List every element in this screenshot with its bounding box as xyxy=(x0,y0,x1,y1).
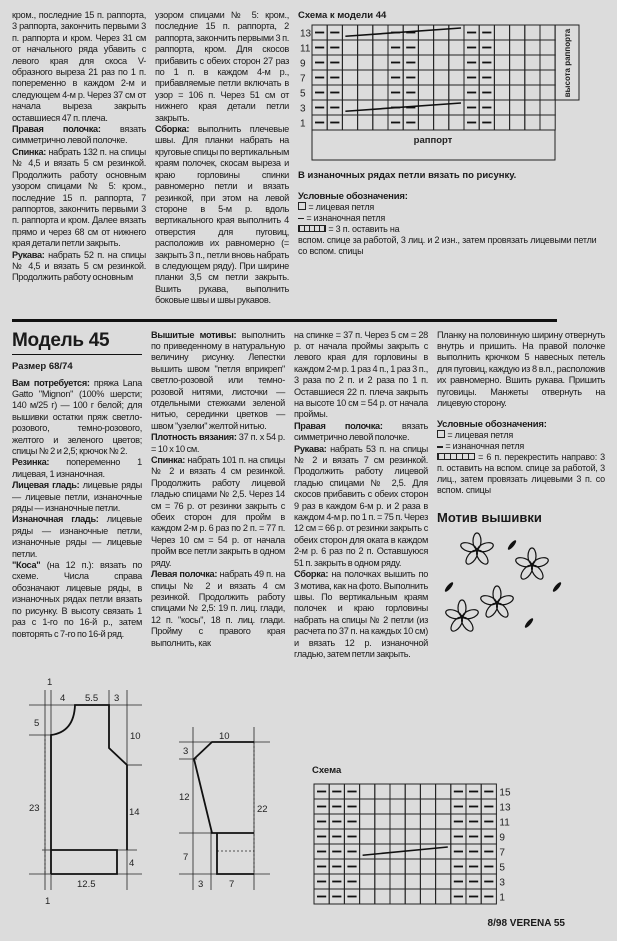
chart-cell xyxy=(373,115,388,130)
paragraph-label: Правая полочка: xyxy=(294,420,383,431)
legend-item: = лицевая петля xyxy=(308,202,375,212)
chart45-title: Схема xyxy=(312,765,342,777)
paragraph xyxy=(12,560,142,640)
paragraph xyxy=(12,124,146,147)
chart-cell xyxy=(436,874,451,889)
chart-cell xyxy=(525,85,540,100)
chart-cell xyxy=(525,25,540,40)
chart-cell xyxy=(358,85,373,100)
chart-cell xyxy=(449,100,464,115)
chart-cell xyxy=(420,784,435,799)
model-title: Модель 45 xyxy=(12,330,142,355)
chart-cell xyxy=(494,70,509,85)
chart-cell xyxy=(342,115,357,130)
model45-column-1-wrap xyxy=(12,330,142,640)
chart-cell xyxy=(449,55,464,70)
chart-cell xyxy=(436,814,451,829)
model45-column-2 xyxy=(151,330,285,649)
chart-cell xyxy=(358,70,373,85)
chart-cell xyxy=(360,859,375,874)
chart-cell xyxy=(360,814,375,829)
chart-cell xyxy=(420,844,435,859)
chart-cell xyxy=(405,784,420,799)
chart-cell xyxy=(494,85,509,100)
dim-label: 4 xyxy=(129,858,135,870)
leaf xyxy=(524,618,535,630)
row-label: 15 xyxy=(499,787,511,799)
chart-cell xyxy=(525,115,540,130)
dim-label: 1 xyxy=(45,896,51,908)
row-label: 13 xyxy=(499,802,511,814)
chart-cell xyxy=(373,70,388,85)
chart-cell xyxy=(375,859,390,874)
knit-stitch-icon xyxy=(437,430,445,438)
paragraph-label: Сборка: xyxy=(294,569,329,580)
paragraph xyxy=(12,378,142,458)
chart-cell xyxy=(510,55,525,70)
paragraph-label: Правая полочка: xyxy=(12,124,101,135)
chart-cell xyxy=(420,799,435,814)
chart-cell xyxy=(434,100,449,115)
chart-cell xyxy=(375,829,390,844)
legend-item: = лицевая петля xyxy=(447,430,514,441)
dim-label: 7 xyxy=(229,879,235,891)
chart-cell xyxy=(360,889,375,904)
knit-stitch-icon xyxy=(298,202,306,210)
chart-cell xyxy=(390,859,405,874)
row-label: 11 xyxy=(300,43,311,55)
row-label: 9 xyxy=(300,58,306,70)
chart-cell xyxy=(449,70,464,85)
paragraph xyxy=(12,250,146,284)
paragraph xyxy=(294,421,428,444)
row-label: 13 xyxy=(300,28,312,40)
model45-section xyxy=(12,330,605,661)
paragraph xyxy=(437,330,605,410)
legend-item: = 3 п. оставить на xyxy=(328,224,400,234)
row-label: 11 xyxy=(499,817,510,829)
chart-cell xyxy=(510,70,525,85)
leaf xyxy=(507,540,518,552)
chart-cell xyxy=(418,25,433,40)
dim-label: 14 xyxy=(129,807,140,819)
chart-cell xyxy=(494,55,509,70)
paragraph-label: Сборка: xyxy=(155,124,190,135)
chart-cell xyxy=(342,25,357,40)
paragraph-label: Изнаночная гладь: xyxy=(12,514,99,525)
purl-stitch-icon xyxy=(437,446,443,448)
chart44-panel xyxy=(298,10,605,257)
flower-center xyxy=(495,601,499,605)
paragraph xyxy=(155,10,289,124)
chart-cell xyxy=(375,799,390,814)
chart-cell xyxy=(418,40,433,55)
legend-title: Условные обозначения: xyxy=(437,419,547,431)
chart-cell xyxy=(373,85,388,100)
paragraph-label: Рукава: xyxy=(12,249,45,260)
legend-item: = 6 п. перекрестить направо: 3 п. оставить на вспом. спице за работой, 3 лиц., затем провязать лицевыми 3 п. со вспом. спицы xyxy=(437,452,605,496)
section-divider xyxy=(12,319,557,322)
chart-cell xyxy=(360,784,375,799)
top-section xyxy=(12,10,605,307)
paragraph xyxy=(12,10,146,124)
paragraph-text: кром., последние 15 п. раппорта, 3 раппорта, закончить первыми 3 п. раппорта и кром. Через 31 см от начального ряда убавить с левого края для скоса V-образного выреза 21 раз по 1 п. попеременно в каждом 2-м и следующем 4-м р. Через 37 см от начала выреза закрыть оставшиеся 47 п. плеча. xyxy=(12,10,146,123)
paragraph-text: выполнить плечевые швы. Для планки набрать на круговые спицы по вертикальным краям полочек, скосам выреза и краю горловины спинки равномерно петли и вязать резинкой, при этом на левой стороне в 5-м р. вдоль вертикального края выполнить 4 отверстия для пуговиц, расположив их равномерно (= закрыть 3 п., петли вновь набрать в следующем ряду). При ширине планки 3,5 см петли закрыть. Вшить рукава, выполнить боковые швы и швы рукавов. xyxy=(155,124,289,306)
chart-cell xyxy=(405,799,420,814)
chart-cell xyxy=(405,889,420,904)
chart-cell xyxy=(375,874,390,889)
flower-center xyxy=(475,548,479,552)
chart-cell xyxy=(510,40,525,55)
chart-cell xyxy=(390,814,405,829)
chart-cell xyxy=(540,115,555,130)
chart-cell xyxy=(510,85,525,100)
paragraph-label: Спинка: xyxy=(151,455,186,466)
top-text-column-1 xyxy=(12,10,146,284)
paragraph xyxy=(294,444,428,569)
dim-label: 5.5 xyxy=(85,693,99,705)
chart-cell xyxy=(358,100,373,115)
paragraph xyxy=(151,455,285,569)
paragraph xyxy=(12,457,142,480)
chart-cell xyxy=(373,100,388,115)
chart-cell xyxy=(540,25,555,40)
paragraph-text: лицевые ряды — изнаночные петли, изнаночные ряды — лицевые петли. xyxy=(12,514,143,559)
chart-cell xyxy=(405,814,420,829)
chart-cell xyxy=(420,874,435,889)
paragraph-label: Спинка: xyxy=(12,146,47,157)
chart-cell xyxy=(360,844,375,859)
dim-label: 12 xyxy=(179,792,190,804)
garment-patterns xyxy=(12,670,302,910)
chart-cell xyxy=(358,40,373,55)
paragraph-text: попеременно 1 лицевая, 1 изнаночная. xyxy=(12,457,142,479)
dim-label: 1 xyxy=(47,677,53,689)
row-label: 7 xyxy=(499,847,505,859)
chart-cell xyxy=(360,799,375,814)
chart-cell xyxy=(375,814,390,829)
chart44-title: Схема к модели 44 xyxy=(298,10,387,21)
paragraph-text: набрать 132 п. на спицы № 4,5 и вязать 5 см резинкой. Продолжить работу основным узором спицами № 5: кром., последние 15 п. раппорта, 7 раппортов, закончить первыми 3 п. раппорта и кром. Далее вязать прямо и через 68 см от нижнего края детали петли закрыть. xyxy=(12,146,146,249)
paragraph-text: набрать 52 п. на спицы № 4,5 и вязать 5 см резинкой. Продолжить работу основным xyxy=(12,249,146,283)
chart-cell xyxy=(342,55,357,70)
chart-cell xyxy=(540,40,555,55)
paragraph-text: Планку на половинную ширину отвернуть внутрь и пришить. На правой полочке выполнить крючком 5 навесных петель для пуговиц, каждую из 8 в.п., расположив их равномерно. Вшить рукава. Пришить пуговицы. Манжеты отвернуть на лицевую сторону. xyxy=(437,329,605,408)
chart-cell xyxy=(434,115,449,130)
chart-cell xyxy=(494,25,509,40)
purl-stitch-icon xyxy=(298,218,304,220)
row-label: 1 xyxy=(499,892,505,904)
model45-column-3 xyxy=(294,330,428,661)
chart-cell xyxy=(420,814,435,829)
chart-cell xyxy=(434,70,449,85)
chart-cell xyxy=(390,784,405,799)
top-legend xyxy=(298,191,605,257)
chart-cell xyxy=(418,85,433,100)
chart-cell xyxy=(525,55,540,70)
paragraph-text: лицевые ряды — лицевые петли, изнаночные ряды — изнаночные петли. xyxy=(12,480,142,514)
chart-cell xyxy=(436,859,451,874)
dim-label: 3 xyxy=(183,746,189,758)
chart-cell xyxy=(436,889,451,904)
dim-label: 3 xyxy=(198,879,204,891)
paragraph xyxy=(12,480,142,514)
chart-cell xyxy=(540,100,555,115)
model45-column-4 xyxy=(437,330,605,410)
chart-cell xyxy=(342,85,357,100)
chart-cell xyxy=(373,40,388,55)
chart-cell xyxy=(358,55,373,70)
paragraph-label: Резинка: xyxy=(12,457,50,468)
row-label: 3 xyxy=(499,877,505,889)
top-legend-continuation: вспом. спице за работой, 3 лиц. и 2 изн., затем провязать лицевыми петли со вспом. спицы xyxy=(298,235,597,256)
chart-cell xyxy=(434,40,449,55)
paragraph-label: Рукава: xyxy=(294,443,327,454)
chart-cell xyxy=(375,889,390,904)
chart-cell xyxy=(510,100,525,115)
chart-cell xyxy=(358,25,373,40)
paragraph-text: на спинке = 37 п. Через 5 см = 28 р. от начала проймы закрыть с левого края для горловины в каждом 2-м р. 1 раз 4 п., 1 раз 3 п., 3 раза по 2 п. и 2 раза по 1 п. Оставшиеся 22 п. плеча закрыть на высоте 10 см = 54 р. от начала проймы. xyxy=(294,329,428,420)
paragraph-label: Вышитые мотивы: xyxy=(151,329,237,340)
chart-cell xyxy=(525,40,540,55)
dim-label: 12.5 xyxy=(77,879,96,891)
chart-cell xyxy=(375,784,390,799)
chart-cell xyxy=(373,25,388,40)
leaf xyxy=(552,582,563,594)
legend-title: Условные обозначения: xyxy=(298,191,408,202)
chart-cell xyxy=(449,40,464,55)
paragraph-text: набрать 101 п. на спицы № 2 и вязать 4 см резинкой. Продолжить работу лицевой гладью спицами № 2,5. Через 14 см = 76 р. от резинки закрыть с обеих сторон для пройм в каждом 2-м р. 6 раз по 2 п. = 77 п. Через 10 см = 54 р. от начала пройм все петли закрыть в одном ряду. xyxy=(151,455,285,568)
chart-cell xyxy=(373,55,388,70)
chart-cell xyxy=(436,799,451,814)
flower-center xyxy=(460,615,464,619)
chart-cell xyxy=(420,889,435,904)
paragraph-label: Левая полочка: xyxy=(151,569,218,580)
paragraph-text: вязать симметрично левой полочке. xyxy=(294,420,428,443)
chart-cell xyxy=(510,25,525,40)
dim-label: 10 xyxy=(130,731,141,743)
chart-cell xyxy=(420,859,435,874)
repeat-height-label: высота раппорта xyxy=(563,28,572,98)
chart-cell xyxy=(375,844,390,859)
page-footer: 8/98 VERENA 55 xyxy=(487,918,565,930)
paragraph-text: вязать симметрично левой полочке. xyxy=(12,124,146,146)
paragraph xyxy=(12,514,142,560)
paragraph-text: пряжа Lana Gatto "Mignon" (100% шерсти; 140 м/25 г) — 100 г белой; для вышивки остатки пряж светло-розового, темно-розового, желтого и зеленого цветов; спицы № 2 и 2,5; крючок № 2. xyxy=(12,377,142,456)
paragraph xyxy=(155,124,289,307)
chart-cell xyxy=(434,55,449,70)
chart-cell xyxy=(434,85,449,100)
row-label: 9 xyxy=(499,832,505,844)
chart-cell xyxy=(436,829,451,844)
paragraph xyxy=(151,330,285,433)
chart45-panel xyxy=(312,765,605,910)
chart-cell xyxy=(390,889,405,904)
chart-cell xyxy=(390,874,405,889)
model45-column-1 xyxy=(12,378,142,640)
chart-cell xyxy=(342,40,357,55)
paragraph-text: на полочках вышить по 3 мотива, как на фото. Выполнить швы. По вертикальным краям полочек и краю горловины набрать на спицы № 2 петли (из расчета по 37 п. на каждых 10 см) и вязать 12 р. изнаночной гладью, затем петли закрыть. xyxy=(294,569,428,659)
leaf xyxy=(444,582,455,594)
chart-cell xyxy=(494,100,509,115)
paragraph-text: выполнить по приведенному в натуральную величину рисунку. Лепестки вышить швом "петля вприкреп" светло-розовой или темно-розовой нитями, листочки — отдельными стежками зеленой нитью, серединки цветков — швом "узелки" желтой нитью. xyxy=(151,329,285,431)
legend-item: = изнаночная петля xyxy=(445,441,525,452)
embroidery-motif-flowers xyxy=(437,525,597,640)
paragraph-label: Плотность вязания: xyxy=(151,432,237,443)
chart-cell xyxy=(540,70,555,85)
chart-cell xyxy=(418,55,433,70)
chart-cell xyxy=(405,874,420,889)
flower-center xyxy=(530,563,534,567)
paragraph-text: (на 12 п.): вязать по схеме. Числа справа обозначают лицевые ряды, в изнаночных рядах петли вязать по рисунку. В высоту связать 1 раз с 1-го по 16-й р., затем повторять с 7-го по 16-й ряд. xyxy=(12,560,142,639)
chart-cell xyxy=(360,874,375,889)
chart-cell xyxy=(494,40,509,55)
legend-item: = изнаночная петля xyxy=(306,213,386,223)
chart-cell xyxy=(434,25,449,40)
paragraph xyxy=(294,330,428,421)
dim-label: 23 xyxy=(29,803,40,815)
paragraph-label: "Коса" xyxy=(12,560,41,571)
paragraph-text: набрать 53 п. на спицы № 2 и вязать 7 см резинкой. Продолжить работу лицевой гладью спицами № 2,5. Для скосов прибавить с обеих сторон 9 раз в каждом 6-м р. и 2 раза в каждом 4-м р. по 1 п. = 75 п. Через 12 см = 66 р. от резинки закрыть с обеих сторон для оката в каждом 2-м р. 6 раз по 2 п. Оставшуюся 51 п. закрыть в одном ряду. xyxy=(294,443,428,568)
paragraph xyxy=(151,432,285,455)
paragraph xyxy=(294,569,428,660)
chart-cell xyxy=(358,115,373,130)
cable-stitch-icon xyxy=(437,453,475,460)
chart-cell xyxy=(449,85,464,100)
chart-cell xyxy=(436,784,451,799)
row-label: 5 xyxy=(499,862,505,874)
dim-label: 4 xyxy=(60,693,66,705)
chart-cell xyxy=(540,55,555,70)
dim-label: 3 xyxy=(114,693,120,705)
chart-cell xyxy=(390,799,405,814)
chart-cell xyxy=(405,829,420,844)
chart-cell xyxy=(342,100,357,115)
row-label: 3 xyxy=(300,103,306,115)
paragraph-text: 37 п. x 54 р. = 10 x 10 см. xyxy=(151,432,285,454)
chart-cell xyxy=(525,100,540,115)
chart-cell xyxy=(360,829,375,844)
chart-cell xyxy=(418,70,433,85)
dim-label: 22 xyxy=(257,804,268,816)
row-label: 7 xyxy=(300,73,306,85)
row-label: 1 xyxy=(300,118,306,130)
chart-cell xyxy=(418,115,433,130)
top-text-column-2 xyxy=(155,10,289,307)
paragraph-text: набрать 49 п. на спицы № 2 и вязать 4 см резинкой. Продолжить работу спицами № 2,5: 19 п. лиц. глади, 12 п. "косы", 18 п. лиц. глади. Пройму с правого края выполнить, как xyxy=(151,569,286,648)
chart-cell xyxy=(510,115,525,130)
chart-cell xyxy=(342,70,357,85)
chart-cell xyxy=(418,100,433,115)
chart-cell xyxy=(449,25,464,40)
size-label: Размер 68/74 xyxy=(12,360,73,372)
paragraph-label: Лицевая гладь: xyxy=(12,480,80,491)
dim-label: 10 xyxy=(219,731,230,743)
cable-stitch-icon xyxy=(298,225,326,232)
paragraph-label: Вам потребуется: xyxy=(12,377,90,388)
chart-cell xyxy=(436,844,451,859)
chart-cell xyxy=(405,859,420,874)
paragraph xyxy=(12,147,146,250)
chart-cell xyxy=(449,115,464,130)
dim-label: 5 xyxy=(34,718,40,730)
chart-cell xyxy=(494,115,509,130)
model45-legend xyxy=(437,419,605,496)
row-label: 5 xyxy=(300,88,306,100)
chart44-note: В изнаночных рядах петли вязать по рисунку. xyxy=(298,170,517,181)
motif-title: Мотив вышивки xyxy=(437,510,542,526)
chart-cell xyxy=(525,70,540,85)
chart-cell xyxy=(540,85,555,100)
paragraph-text: узором спицами № 5: кром., последние 15 п. раппорта, 2 раппорта, закончить первыми 3 п. раппорта, кром. Для скосов прибавить с обеих сторон 27 раз по 1 п. в каждом 4-м р., прибавляемые петли включать в узор = 106 п. Через 51 см от нижнего края детали петли закрыть. xyxy=(155,10,289,123)
chart-cell xyxy=(420,829,435,844)
bottom-section xyxy=(12,670,605,910)
repeat-label: раппорт xyxy=(413,135,453,146)
chart-cell xyxy=(390,829,405,844)
paragraph xyxy=(151,569,285,649)
dim-label: 7 xyxy=(183,852,189,864)
chart44-knitting-chart xyxy=(298,21,588,166)
model45-column-4-wrap xyxy=(437,330,605,641)
